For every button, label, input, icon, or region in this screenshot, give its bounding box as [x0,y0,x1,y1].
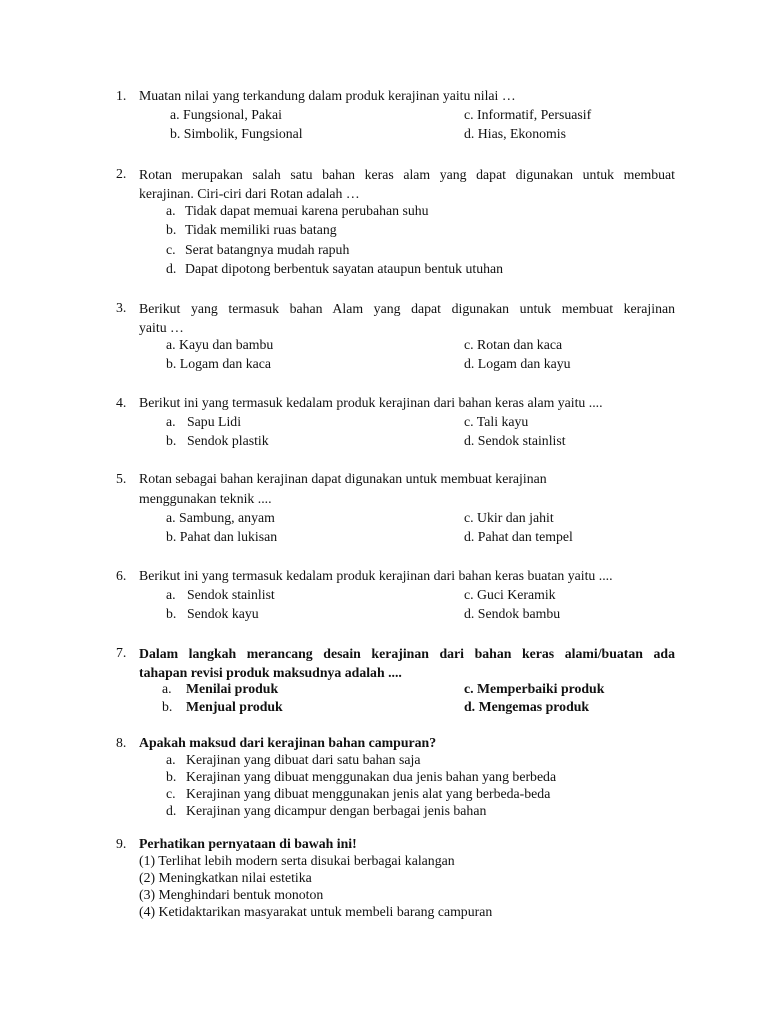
question-number: 5. [116,471,127,486]
option-b-letter: b. [162,699,173,714]
option-d: d. Logam dan kayu [464,356,571,371]
option-a: a. Fungsional, Pakai [170,107,282,122]
option-d: d. Pahat dan tempel [464,529,573,544]
option-a: a. Sambung, anyam [166,510,275,525]
option-b-text: Menjual produk [186,699,283,714]
question-stem: Berikut ini yang termasuk kedalam produk kerajinan dari bahan keras alam yaitu .... [139,395,603,410]
statement-3: (3) Menghindari bentuk monoton [139,887,324,902]
stem-line: Dalam langkah merancang desain kerajinan dari bahan keras alami/buatan ada [139,646,675,661]
option-d-letter: d. [166,803,177,818]
option-a-text: Menilai produk [186,681,279,696]
statement-1: (1) Terlihat lebih modern serta disukai berbagai kalangan [139,853,455,868]
option-b-letter: b. [166,769,177,784]
question-number: 2. [116,166,127,181]
question-number: 3. [116,300,127,315]
option-b: b. Simbolik, Fungsional [170,126,303,141]
option-c: c. Guci Keramik [464,587,556,602]
option-d-text: Kerajinan yang dicampur dengan berbagai jenis bahan [186,803,487,818]
question-number: 6. [116,568,127,583]
option-b-letter: b. [166,222,177,237]
stem-line: Rotan merupakan salah satu bahan keras alam yang dapat digunakan untuk membuat [139,167,675,182]
option-c-text: Kerajinan yang dibuat menggunakan jenis alat yang berbeda-beda [186,786,551,801]
option-d: d. Hias, Ekonomis [464,126,566,141]
option-c-letter: c. [166,786,176,801]
question-number: 4. [116,395,127,410]
statement-4: (4) Ketidaktarikan masyarakat untuk membeli barang campuran [139,904,493,919]
stem-line: yaitu … [139,320,184,335]
question-stem: Apakah maksud dari kerajinan bahan campuran? [139,735,437,750]
stem-line: kerajinan. Ciri-ciri dari Rotan adalah … [139,186,360,201]
option-a-letter: a. [166,414,176,429]
question-number: 8. [116,735,127,750]
option-a-text: Kerajinan yang dibuat dari satu bahan saja [186,752,421,767]
question-stem [139,299,675,337]
option-b-letter: b. [166,433,177,448]
option-d: d. Mengemas produk [464,699,590,714]
option-a-letter: a. [166,587,176,602]
option-a-text: Tidak dapat memuai karena perubahan suhu [185,203,429,218]
stem-line: Berikut yang termasuk bahan Alam yang dapat digunakan untuk membuat kerajinan [139,301,675,316]
option-c-letter: c. [166,242,176,257]
statement-2: (2) Meningkatkan nilai estetika [139,870,312,885]
question-number: 9. [116,836,127,851]
option-c: c. Informatif, Persuasif [464,107,592,122]
option-a-letter: a. [166,752,176,767]
option-a-letter: a. [166,203,176,218]
option-b-text: Kerajinan yang dibuat menggunakan dua jenis bahan yang berbeda [186,769,557,784]
question-stem: Perhatikan pernyataan di bawah ini! [139,836,357,851]
stem-line: Rotan sebagai bahan kerajinan dapat digunakan untuk membuat kerajinan [139,471,547,486]
option-d-letter: d. [166,261,177,276]
option-b-text: Tidak memiliki ruas batang [185,222,337,237]
question-stem: Muatan nilai yang terkandung dalam produk kerajinan yaitu nilai … [139,88,516,103]
option-a-text: Sapu Lidi [187,414,242,429]
question-stem [139,644,675,682]
option-b: b. Logam dan kaca [166,356,271,371]
stem-line: menggunakan teknik .... [139,491,272,506]
option-b-text: Sendok kayu [187,606,259,621]
option-c: c. Ukir dan jahit [464,510,554,525]
question-stem [139,165,675,203]
option-c-text: Serat batangnya mudah rapuh [185,242,350,257]
option-b: b. Pahat dan lukisan [166,529,278,544]
option-c: c. Memperbaiki produk [464,681,605,696]
option-a: a. Kayu dan bambu [166,337,274,352]
option-b-letter: b. [166,606,177,621]
option-d: d. Sendok stainlist [464,433,566,448]
option-a-letter: a. [162,681,172,696]
option-a-text: Sendok stainlist [187,587,275,602]
question-stem: Berikut ini yang termasuk kedalam produk kerajinan dari bahan keras buatan yaitu .... [139,568,613,583]
option-c: c. Tali kayu [464,414,529,429]
question-number: 7. [116,645,127,660]
option-d: d. Sendok bambu [464,606,561,621]
option-c: c. Rotan dan kaca [464,337,563,352]
stem-line: tahapan revisi produk maksudnya adalah .... [139,665,402,680]
option-d-text: Dapat dipotong berbentuk sayatan ataupun bentuk utuhan [185,261,504,276]
option-b-text: Sendok plastik [187,433,269,448]
question-number: 1. [116,88,127,103]
